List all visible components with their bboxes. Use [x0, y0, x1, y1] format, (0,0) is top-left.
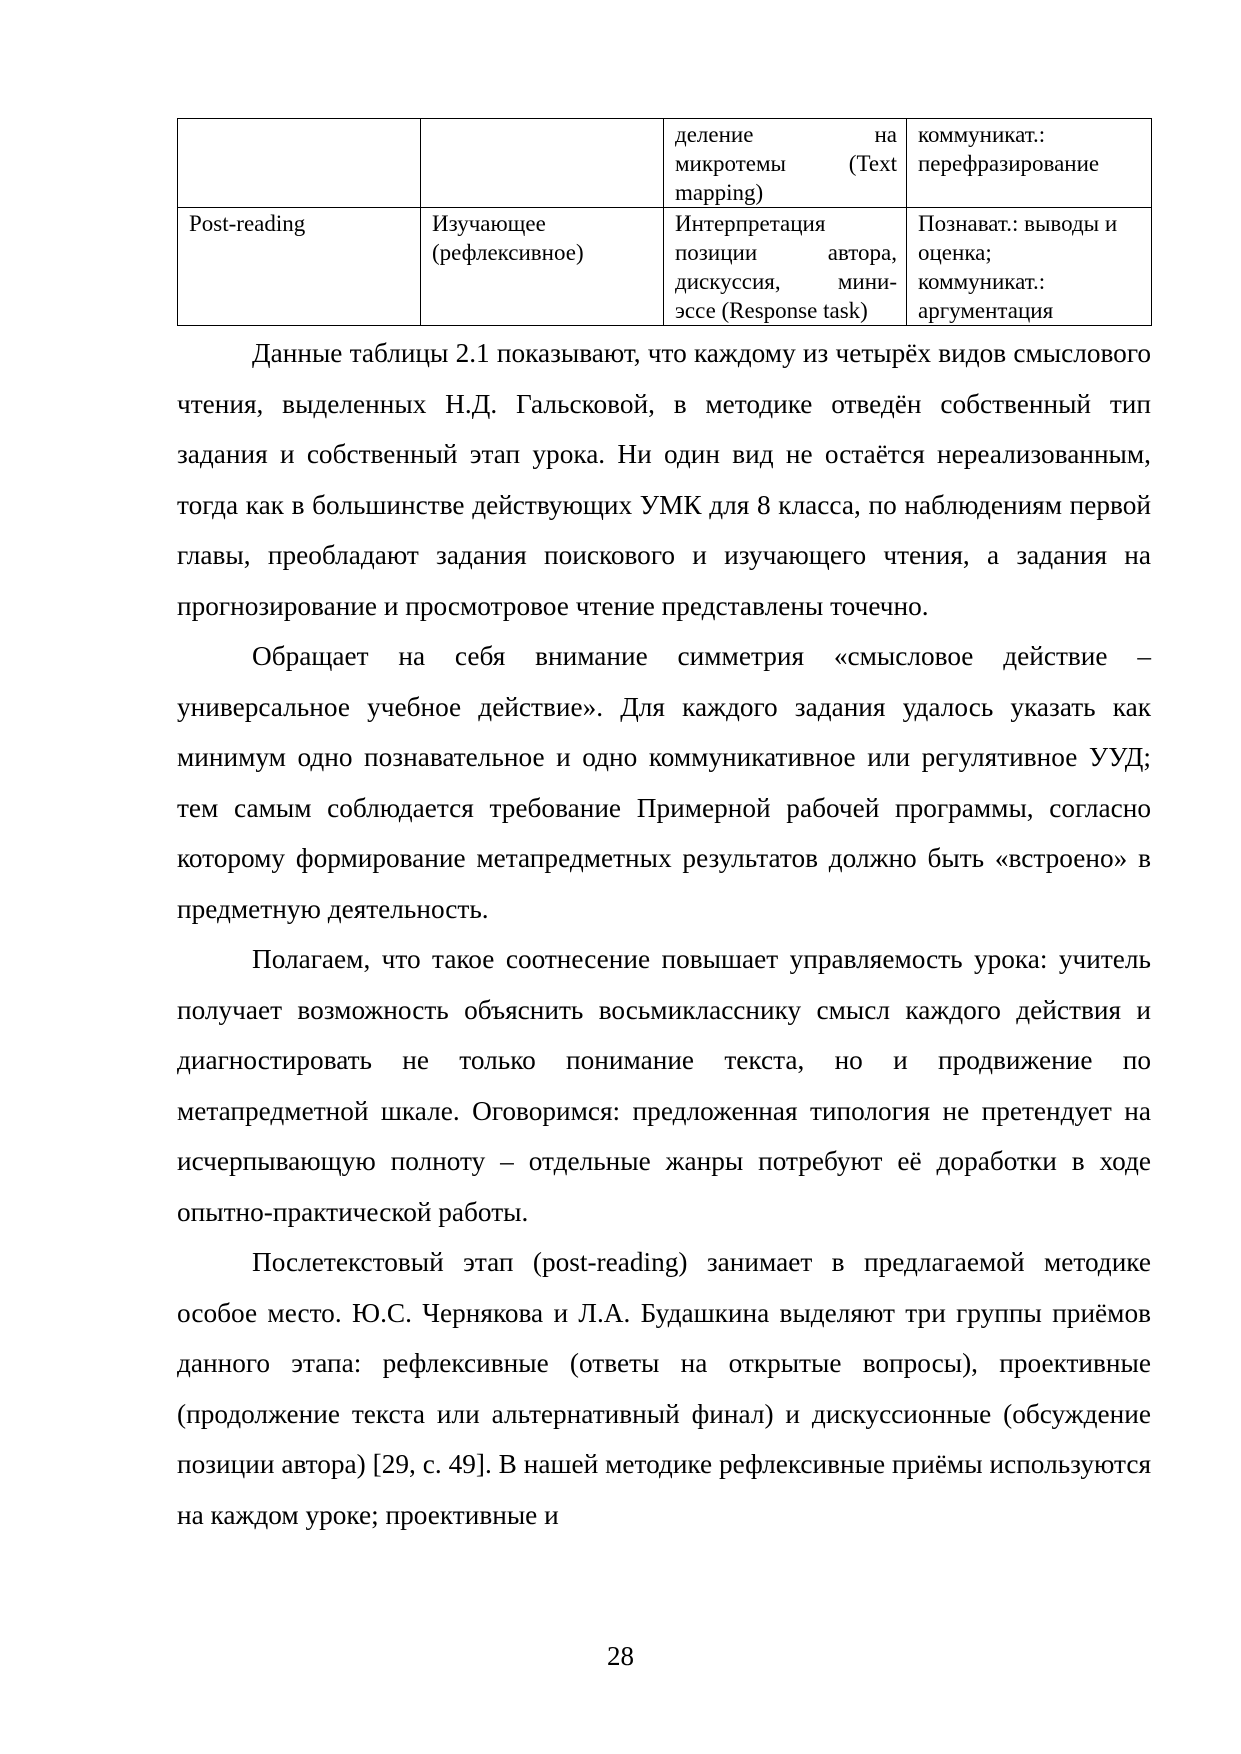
table-cell-stage: Post-reading: [178, 208, 421, 326]
table-cell-uud: [907, 119, 1152, 208]
table-cell-task: [664, 119, 907, 208]
body-text: [177, 328, 1151, 1540]
paragraph: Полагаем, что такое соотнесение повышает управляемость урока: учитель получает возможность объяснить восьмикласснику смысл каждого действия и диагностировать не только понимание текста, но и продвижение по метапредметной шкале. Оговоримся: предложенная типология не претендует на исчерпывающую полноту – отдельные жанры потребуют её доработки в ходе опытно-практической работы.: [177, 944, 1151, 1227]
page-content: [177, 118, 1151, 1540]
cell-line: перефразирование: [918, 151, 1100, 176]
cell-line: эссе (Response task): [675, 298, 868, 323]
cell-line: Познават.: выводы и: [918, 211, 1118, 236]
paragraph: Данные таблицы 2.1 показывают, что каждому из четырёх видов смыслового чтения, выделенных Н.Д. Гальсковой, в методике отведён собственный тип задания и собственный этап урока. Ни один вид не остаётся нереализованным, тогда как в большинстве действующих УМК для 8 класса, по наблюдениям первой главы, преобладают задания поискового и изучающего чтения, а задания на прогнозирование и просмотровое чтение представлены точечно.: [177, 338, 1151, 621]
table-cell-task: [664, 208, 907, 326]
table-cell-stage: [178, 119, 421, 208]
paragraph: Послетекстовый этап (post-reading) занимает в предлагаемой методике особое место. Ю.С. Чернякова и Л.А. Будашкина выделяют три группы приёмов данного этапа: рефлексивные (ответы на открытые вопросы), проективные (продолжение текста или альтернативный финал) и дискуссионные (обсуждение позиции автора) [29, с. 49]. В нашей методике рефлексивные приёмы используются на каждом уроке; проективные и: [177, 1247, 1151, 1530]
page-number: 28: [607, 1641, 634, 1671]
cell-line: позиции автора,: [675, 240, 897, 265]
cell-line: аргументация: [918, 298, 1054, 323]
paragraph: Обращает на себя внимание симметрия «смысловое действие – универсальное учебное действие». Для каждого задания удалось указать как минимум одно познавательное и одно коммуникативное или регулятивное УУД; тем самым соблюдается требование Примерной рабочей программы, согласно которому формирование метапредметных результатов должно быть «встроено» в предметную деятельность.: [177, 641, 1151, 924]
cell-line: (рефлексивное): [432, 240, 584, 265]
cell-line: коммуникат.:: [918, 122, 1046, 147]
table-row: [178, 208, 1152, 326]
cell-line: Интерпретация: [675, 211, 826, 236]
cell-line: дискуссия, мини-: [675, 269, 897, 294]
cell-line: Изучающее: [432, 211, 546, 236]
table-cell-reading-type: [421, 208, 664, 326]
table-row: [178, 119, 1152, 208]
cell-line: деление на: [675, 122, 897, 147]
cell-line: оценка;: [918, 240, 992, 265]
methods-table-continued: [177, 118, 1152, 326]
table-cell-uud: [907, 208, 1152, 326]
cell-line: mapping): [675, 180, 764, 205]
table-cell-reading-type: [421, 119, 664, 208]
cell-line: микротемы (Text: [675, 151, 897, 176]
cell-line: коммуникат.:: [918, 269, 1046, 294]
